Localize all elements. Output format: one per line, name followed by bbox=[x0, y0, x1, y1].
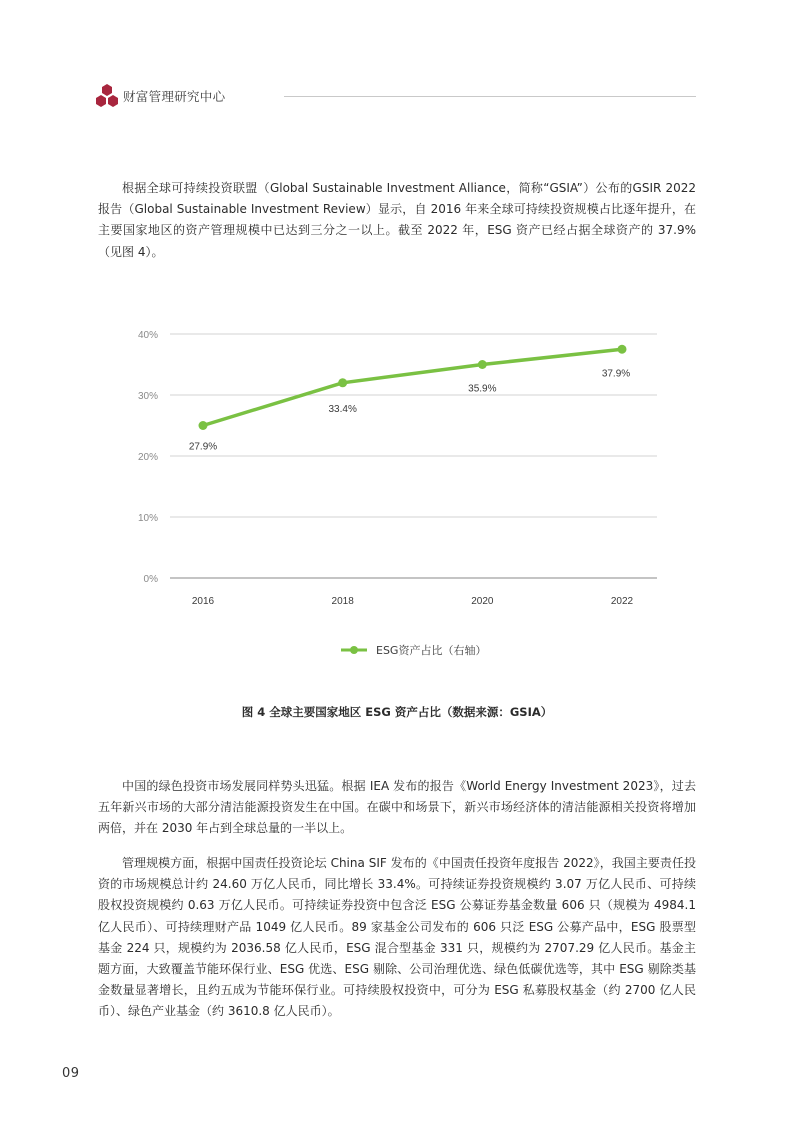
data-point bbox=[478, 360, 487, 369]
y-tick-label: 20% bbox=[137, 452, 158, 463]
y-tick-label: 30% bbox=[137, 391, 158, 402]
data-point bbox=[199, 421, 208, 430]
legend-marker bbox=[350, 646, 358, 654]
legend-label: ESG资产占比（右轴） bbox=[376, 644, 487, 657]
page-number: 09 bbox=[62, 1066, 80, 1081]
series-line bbox=[203, 349, 622, 425]
paragraph-management-scale: 管理规模方面，根据中国责任投资论坛 China SIF 发布的《中国责任投资年度报告 2022》，我国主要责任投资的市场规模总计约 24.60 万亿人民币，同比增长 33.4%。可持续证券投资规模约 3.07 万亿人民币、可持续股权投资规模约 0.63 万亿人民币。可持续证券投资中包含泛 ESG 公募证券基金数量 606 只（规模为 4984.1 亿人民币）、可持续理财产品 1049 亿人民币。89 家基金公司发布的 606 只泛 ESG 公募产品中，ESG 股票型基金 224 只，规模约为 2036.58 亿人民币，ESG 混合型基金 331 只，规模约为 2707.29 亿人民币。基金主题方面，大致覆盖节能环保行业、ESG 优选、ESG 剔除、公司治理优选、绿色低碳优选等，其中 ESG 剔除类基金数量显著增长，且约五成为节能环保行业。可持续股权投资中，可分为 ESG 私募股权基金（约 2700 亿人民币）、绿色产业基金（约 3610.8 亿人民币）。 bbox=[98, 856, 696, 1019]
data-label: 37.9% bbox=[601, 368, 631, 380]
y-tick-label: 0% bbox=[143, 574, 158, 585]
y-tick-label: 10% bbox=[137, 513, 158, 524]
x-tick-label: 2018 bbox=[331, 596, 354, 607]
header-divider bbox=[284, 96, 696, 97]
x-tick-label: 2022 bbox=[610, 596, 634, 607]
logo-icon bbox=[96, 84, 118, 108]
org-name: 财富管理研究中心 bbox=[123, 89, 226, 104]
esg-line-chart bbox=[120, 316, 680, 676]
figure-caption: 图 4 全球主要国家地区 ESG 资产占比（数据来源：GSIA） bbox=[241, 705, 553, 719]
data-label: 27.9% bbox=[188, 441, 218, 453]
x-tick-label: 2020 bbox=[471, 596, 494, 607]
y-tick-label: 40% bbox=[137, 330, 158, 341]
paragraph-china-green: 中国的绿色投资市场发展同样势头迅猛。根据 IEA 发布的报告《World Energy Investment 2023》，过去五年新兴市场的大部分清洁能源投资发生在中国。在碳中和场景下，新兴市场经济体的清洁能源相关投资将增加两倍，并在 2030 年占到全球总量的一半以上。 bbox=[98, 779, 696, 836]
data-label: 35.9% bbox=[468, 383, 497, 395]
data-point bbox=[618, 345, 627, 354]
data-label: 33.4% bbox=[328, 403, 357, 415]
paragraph-intro: 根据全球可持续投资联盟（Global Sustainable Investment Alliance，简称“GSIA”）公布的GSIR 2022报告（Global Sustainable Investment Review）显示，自 2016 年来全球可持续投资规模占比逐年提升，在主要国家地区的资产管理规模中已达到三分之一以上。截至 2022 年，ESG 资产已经占据全球资产的 37.9%（见图 4）。 bbox=[98, 181, 696, 259]
page-header bbox=[96, 84, 696, 108]
x-tick-label: 2016 bbox=[191, 596, 215, 607]
data-point bbox=[338, 378, 347, 387]
